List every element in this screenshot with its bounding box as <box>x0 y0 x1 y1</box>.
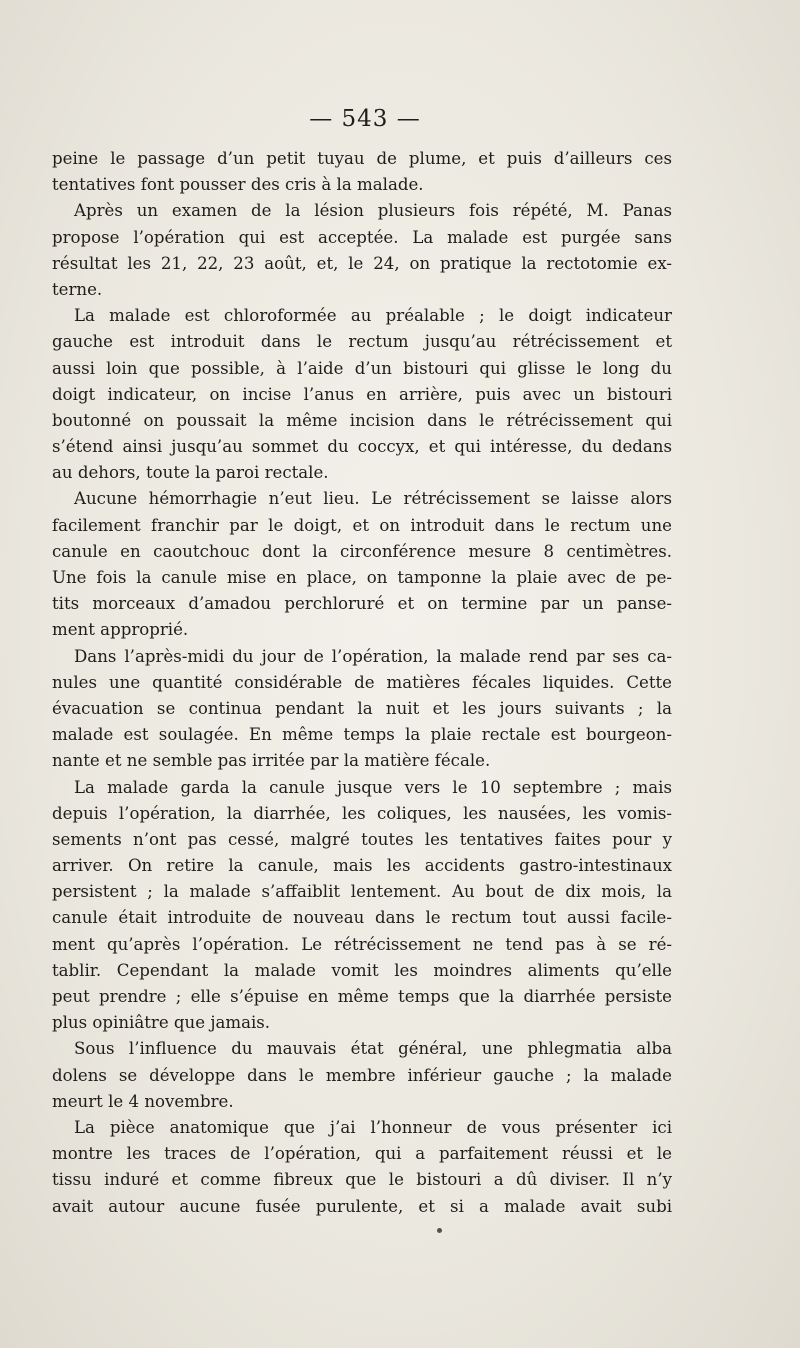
text-line: aussi loin que possible, à l’aide d’un bistouri qui glisse le long du <box>52 358 672 378</box>
text-line: canule était introduite de nouveau dans le rectum tout aussi facile- <box>52 908 672 928</box>
text-line: nante et ne semble pas irritée par la matière fécale. <box>52 751 491 771</box>
text-line: propose l’opération qui est acceptée. La malade est purgée sans <box>52 227 672 247</box>
text-line: tablir. Cependant la malade vomit les moindres aliments qu’elle <box>52 960 672 980</box>
text-line: résultat les 21, 22, 23 août, et, le 24, on pratique la rectotomie ex- <box>52 253 672 273</box>
ink-speck <box>437 1228 442 1233</box>
text-line: terne. <box>52 279 103 299</box>
text-line: sements n’ont pas cessé, malgré toutes les tentatives faites pour y <box>52 829 672 849</box>
body-text <box>52 146 672 1220</box>
text-line: dolens se développe dans le membre inférieur gauche ; la malade <box>52 1065 672 1085</box>
text-line: persistent ; la malade s’affaiblit lentement. Au bout de dix mois, la <box>52 882 672 902</box>
page-number: — 543 — <box>309 106 421 132</box>
text-line: Après un examen de la lésion plusieurs fois répété, M. Panas <box>74 201 672 221</box>
text-line: La pièce anatomique que j’ai l’honneur de vous présenter ici <box>74 1117 672 1137</box>
text-line: tentatives font pousser des cris à la malade. <box>52 175 424 195</box>
text-line: tissu induré et comme fibreux que le bistouri a dû diviser. Il n’y <box>52 1170 672 1190</box>
text-line: canule en caoutchouc dont la circonférence mesure 8 centimètres. <box>52 541 672 561</box>
text-line: La malade garda la canule jusque vers le 10 septembre ; mais <box>74 777 672 797</box>
text-line: ment approprié. <box>52 620 189 640</box>
text-line: tits morceaux d’amadou perchloruré et on termine par un panse- <box>52 594 672 614</box>
text-line: avait autour aucune fusée purulente, et si a malade avait subi <box>52 1196 672 1216</box>
text-line: plus opiniâtre que jamais. <box>52 1013 271 1033</box>
text-line: gauche est introduit dans le rectum jusqu’au rétrécissement et <box>52 332 672 352</box>
text-line: peine le passage d’un petit tuyau de plume, et puis d’ailleurs ces <box>52 149 672 168</box>
text-line: au dehors, toute la paroi rectale. <box>52 463 329 483</box>
text-line: ment qu’après l’opération. Le rétrécissement ne tend pas à se ré- <box>52 934 672 954</box>
text-line: Sous l’influence du mauvais état général, une phlegmatia alba <box>74 1039 672 1059</box>
text-line: s’étend ainsi jusqu’au sommet du coccyx, et qui intéresse, du dedans <box>52 437 672 457</box>
text-line: depuis l’opération, la diarrhée, les coliques, les nausées, les vomis- <box>52 803 672 823</box>
text-line: nules une quantité considérable de matières fécales liquides. Cette <box>52 672 672 692</box>
text-line: Une fois la canule mise en place, on tamponne la plaie avec de pe- <box>52 568 672 587</box>
text-line: évacuation se continua pendant la nuit et les jours suivants ; la <box>52 698 672 718</box>
text-line: malade est soulagée. En même temps la plaie rectale est bourgeon- <box>52 725 672 745</box>
text-line: La malade est chloroformée au préalable ; le doigt indicateur <box>74 306 672 326</box>
text-line: Aucune hémorrhagie n’eut lieu. Le rétrécissement se laisse alors <box>74 489 672 509</box>
text-line: boutonné on poussait la même incision dans le rétrécissement qui <box>52 410 672 430</box>
text-line: Dans l’après-midi du jour de l’opération, la malade rend par ses ca- <box>74 646 672 666</box>
text-line: meurt le 4 novembre. <box>52 1091 234 1111</box>
text-line: facilement franchir par le doigt, et on introduit dans le rectum une <box>52 515 672 535</box>
text-line: doigt indicateur, on incise l’anus en arrière, puis avec un bistouri <box>52 384 672 404</box>
text-line: montre les traces de l’opération, qui a parfaitement réussi et le <box>52 1144 672 1164</box>
text-line: peut prendre ; elle s’épuise en même temps que la diarrhée persiste <box>52 987 672 1006</box>
text-line: arriver. On retire la canule, mais les accidents gastro-intestinaux <box>52 856 672 876</box>
